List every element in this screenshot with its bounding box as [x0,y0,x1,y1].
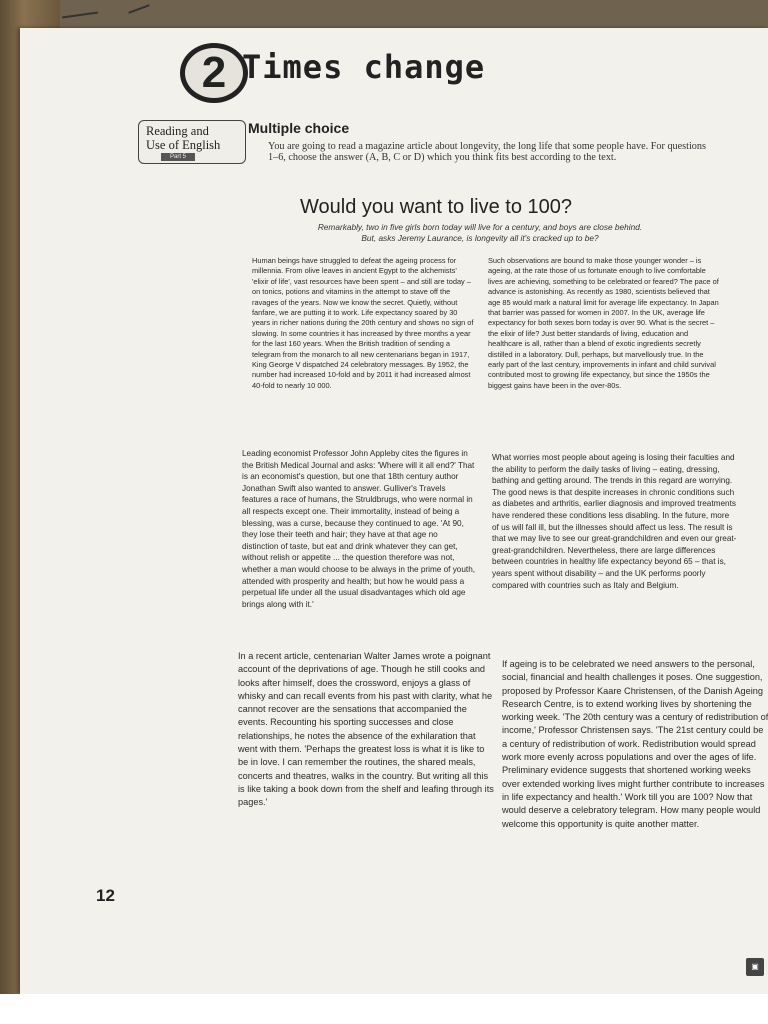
paper-part-label: Part 5 [161,153,195,161]
section-title: Multiple choice [248,120,350,136]
textbook-page [20,28,768,994]
paragraph-text: Human beings have struggled to defeat the ageing process for millennia. From olive leaves in ancient Egypt to the alchemists' 'elixir of life', vast resources have been spent – and still are today – on tonics, potions and vitamins in the attempt to stave off the ravages of the years. Now we know the secret. Quietly, without fanfare, we are putting it to work. Life expectancy soared by 30 years in richer nations during the 20th century and shows no sign of slowing. In some countries it has increased by three months a year for the last 160 years. When the British tradition of sending a telegram from the monarch to all new centenarians began in 1917, King George V dispatched 24 celebratory messages. By 1952, the number had increased 10-fold and by 2011 it had increased almost 40-fold to nearly 10 000. [252,256,474,390]
pen-mark [62,12,98,19]
article-standfirst [275,222,685,244]
article-paragraph [242,448,476,613]
standfirst-line: Remarkably, two in five girls born today will live for a century, and boys are close behind. [317,222,643,232]
paper-badge-title: Reading and Use of English [146,124,221,152]
unit-number-badge [180,43,248,103]
article-paragraph [238,650,496,813]
article-paragraph [252,256,474,394]
article-paragraph [488,256,720,394]
unit-number: 2 [201,48,227,97]
unit-title: Times change [242,48,486,86]
pen-mark [128,4,149,13]
paragraph-text: What worries most people about ageing is losing their faculties and the ability to perform the daily tasks of living – eating, dressing, bathing and getting around. The trends in this regard are worrying. The good news is that despite increases in chronic conditions such as diabetes and arthritis, earlier diagnosis and improved treatments have rendered these conditions less disabling. In the future, more of us will fall ill, but the illnesses should affect us less. The result is that we may live to see our great-grandchildren and even our great-great-grandchildren. Nevertheless, there are large differences between countries in healthy life expectancy beyond 65 – that is, years spent without disability – and the UK performs poorly compared with countries such as Italy and Belgium. [492,453,737,590]
paragraph-text: Such observations are bound to make those younger wonder – is ageing, at the rate those of us fortunate enough to live comfortable lives are achieving, something to be celebrated or feared? The pace of advance is astonishing. As recently as 1980, scientists believed that age 85 would mark a natural limit for average life expectancy. In Japan that barrier was passed for women in 2007. In the UK, average life expectancy for both sexes born today is over 90. What is the secret – the elixir of life? Just better standards of living, education and healthcare is all, rather than a blend of exotic ingredients secretly distilled in a laboratory. Dull, perhaps, but marvellously true. In the early part of the last century, improvements in infant and child survival contributed most to growing life expectancy, but since the 1950s the biggest gains have been in the over-80s. [488,256,719,390]
article-paragraph [502,658,768,834]
book-icon: ▣ [746,958,764,976]
paragraph-text: If ageing is to be celebrated we need answers to the personal, social, financial and health challenges it poses. One suggestion, proposed by Professor Kaare Christensen, of the Danish Ageing Research Centre, is to extend working lives by shortening the working week. 'The 20th century was a century of redistribution of income,' Professor Christensen says. 'The 21st century could be a century of redistribution of work. Redistribution would spread work more evenly across populations and over the ages of life. Preliminary evidence suggests that shortened working weeks over extended working lives might further contribute to increases in life expectancy and health.' Work till you are 100? Now that would deserve a celebratory telegram. How many people would welcome this opportunity is quite another matter. [502,659,768,829]
article-title: Would you want to live to 100? [300,196,573,218]
paragraph-text: Leading economist Professor John Appleby cites the figures in the British Medical Journal and asks: 'Where will it all end?' That is an economist's question, but one that 18th century author Jonathan Swift also wanted to answer. Gulliver's Travels features a race of humans, the Struldbrugs, who were normal in all respects except one. Their immortality, instead of being a blessing, was a curse, because they continued to age. 'At 90, they lose their teeth and hair; they have at that age no distinction of taste, but eat and drink whatever they can get, without relish or appetite ... the question therefore was not, whether a man would choose to be always in the prime of youth, attended with prosperity and health; but how he would pass a perpetual life under all the usual disadvantages which old age brings along with it.' [242,449,476,609]
paper-badge [138,120,246,164]
paragraph-text: In a recent article, centenarian Walter James wrote a poignant account of the deprivations of age. Though he still cooks and looks after himself, does the crossword, enjoys a glass of whisky and can recall events from his past with clarity, what he cannot recover are the sensations that accompanied the events. Recounting his sporting successes and close relationships, he notes the absence of the exhilaration that went with them. 'Perhaps the greatest loss is what it is like to be in love. I can remember the routines, the shared meals, concerts and theatres, walks in the country. But writing all this is like taking a book down from the shelf and leafing through its pages.' [238,651,494,808]
standfirst-line: But, asks Jeremy Laurance, is longevity all it's cracked up to be? [361,233,599,243]
article-paragraph [492,452,738,594]
bottom-margin [0,994,768,1024]
page-number: 12 [96,886,115,905]
task-instructions: You are going to read a magazine article about longevity, the long life that some people have. For questions 1–6, choose the answer (A, B, C or D) which you think fits best according to the text. [268,141,706,163]
